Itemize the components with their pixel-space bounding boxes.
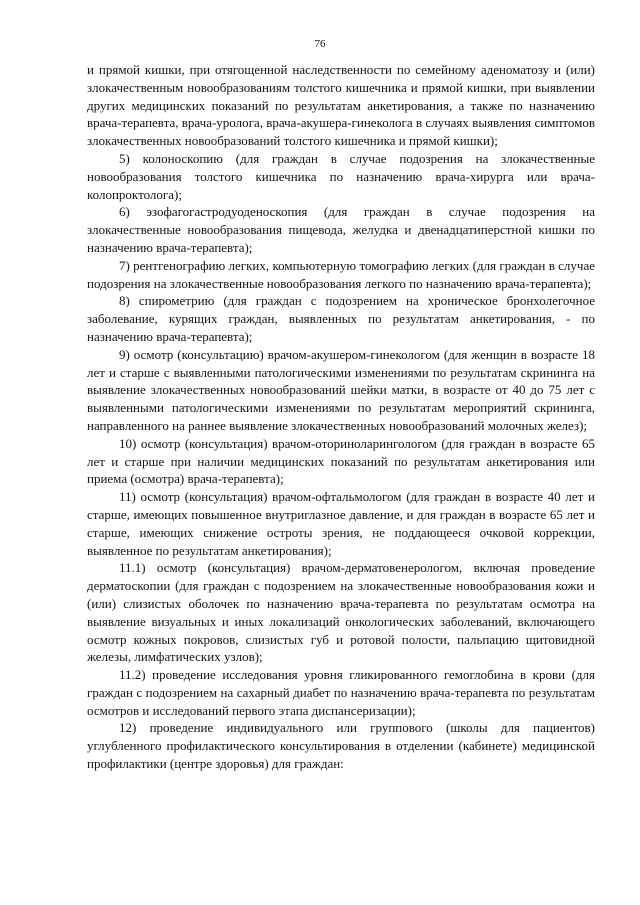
paragraph-continuation: и прямой кишки, при отягощенной наследственности по семейному аденоматозу и (или) злокачественным новообразованиям толстого кишечника и прямой кишки, при выявлении других медицинских показаний по результатам анкетирования, а также по назначению врача-терапевта, врача-уролога, врача-акушера-гинеколога в случаях выявления симптомов злокачественных новообразований толстого кишечника и прямой кишки);: [87, 62, 595, 149]
paragraph-item-11-1: 11.1) осмотр (консультация) врачом-дерматовенерологом, включая проведение дерматоскопии (для граждан с подозрением на злокачественные новообразования кожи и (или) слизистых оболочек по назначению врача-терапевта по результатам осмотра на выявление визуальных и иных локализаций онкологических заболеваний, включающего осмотр кожных покровов, слизистых губ и ротовой полости, пальпацию щитовидной железы, лимфатических узлов);: [87, 560, 595, 665]
paragraph-item-6: 6) эзофагогастродуоденоскопия (для граждан в случае подозрения на злокачественные новообразования пищевода, желудка и двенадцатиперстной кишки по назначению врача-терапевта);: [87, 204, 595, 255]
paragraph-item-10: 10) осмотр (консультация) врачом-оториноларингологом (для граждан в возрасте 65 лет и старше при наличии медицинских показаний по результатам анкетирования или приема (осмотра) врача-терапевта);: [87, 435, 595, 487]
paragraph-item-8: 8) спирометрию (для граждан с подозрением на хроническое бронхолегочное заболевание, курящих граждан, выявленных по результатам анкетирования, - по назначению врача-терапевта);: [87, 293, 595, 344]
paragraph-item-11-2: 11.2) проведение исследования уровня гликированного гемоглобина в крови (для граждан с подозрением на сахарный диабет по назначению врача-терапевта по результатам осмотров и исследований первого этапа диспансеризации);: [87, 667, 595, 718]
paragraph-item-11: 11) осмотр (консультация) врачом-офтальмологом (для граждан в возрасте 40 лет и старше, имеющих повышенное внутриглазное давление, и для граждан в возрасте 65 лет и старше, имеющих снижение остроты зрения, не поддающееся очковой коррекции, выявленное по результатам анкетирования);: [87, 489, 595, 558]
paragraph-item-12: 12) проведение индивидуального или группового (школы для пациентов) углубленного профилактического консультирования в отделении (кабинете) медицинской профилактики (центре здоровья) для граждан:: [87, 720, 595, 772]
paragraph-item-7: 7) рентгенографию легких, компьютерную томографию легких (для граждан в случае подозрения на злокачественные новообразования легкого по назначению врача-терапевта);: [87, 257, 595, 291]
paragraph-item-5: 5) колоноскопию (для граждан в случае подозрения на злокачественные новообразования толстого кишечника по назначению врача-хирурга или врача-колопроктолога);: [87, 150, 595, 202]
page-number: 76: [314, 38, 326, 50]
document-body: [87, 61, 595, 773]
paragraph-item-9: 9) осмотр (консультацию) врачом-акушером-гинекологом (для женщин в возрасте 18 лет и старше с выявленными патологическими изменениями по результатам скрининга на выявление злокачественных новообразований шейки матки, в возрасте от 40 до 75 лет с выявленными патологическими изменениями по результатам мероприятий скрининга, направленного на раннее выявление злокачественных новообразований молочных желез);: [87, 346, 595, 433]
